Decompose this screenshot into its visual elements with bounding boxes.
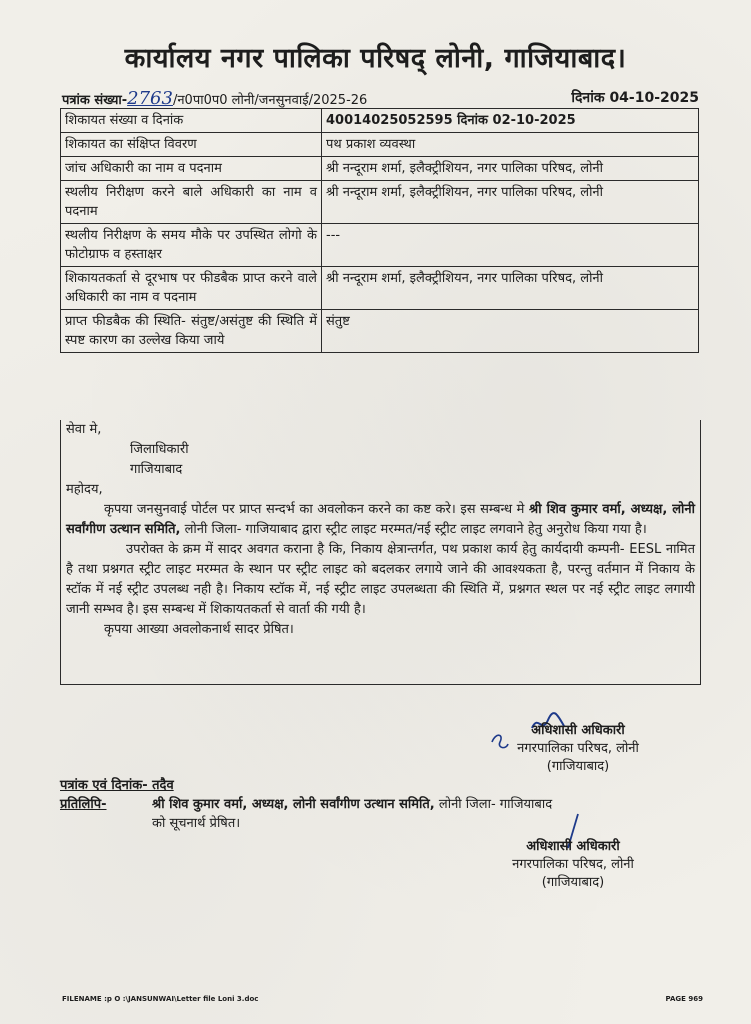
- copy-recipient-name: श्री शिव कुमार वर्मा, अध्यक्ष, लोनी सर्वांगीण उत्थान समिति,: [152, 797, 435, 812]
- complaint-details-table: [60, 108, 699, 353]
- table-value: श्री नन्दूराम शर्मा, इलैक्ट्रीशियन, नगर पालिका परिषद, लोनी: [322, 157, 699, 181]
- copy-recipient: [152, 795, 552, 814]
- table-row: [61, 133, 699, 157]
- table-key: स्थलीय निरीक्षण करने बाले अधिकारी का नाम व पदनाम: [61, 181, 322, 224]
- signatory-district: (गाजियाबाद): [546, 759, 610, 774]
- table-value: ---: [322, 224, 699, 267]
- paragraph-2: [66, 540, 695, 620]
- reference-number-line: [62, 88, 367, 109]
- paragraph-1: [66, 500, 695, 540]
- table-row: [61, 157, 699, 181]
- salutation: सेवा मे,: [66, 422, 102, 437]
- ref-suffix: /न0पा0प0 लोनी/जनसुनवाई/2025-26: [172, 93, 368, 108]
- copy-info-line: को सूचनार्थ प्रेषित।: [152, 816, 241, 831]
- table-value: 40014025052595 दिनांक 02-10-2025: [322, 109, 699, 133]
- table-key: शिकायत का संक्षिप्त विवरण: [61, 133, 322, 157]
- signatory-title: अधिशासी अधिकारी: [526, 839, 620, 854]
- table-row: [61, 310, 699, 353]
- signatory-office: नगरपालिका परिषद, लोनी: [517, 741, 639, 756]
- table-row: [61, 267, 699, 310]
- copy-reference-line: पत्रांक एवं दिनांक- तदैव: [60, 778, 174, 793]
- signature-block-2: [488, 838, 658, 892]
- addressee-line-1: जिलाधिकारी: [130, 442, 189, 457]
- letter-body: [60, 420, 701, 685]
- file-path: FILENAME :p O :\JANSUNWAI\Letter file Loni 3.doc: [62, 995, 259, 1003]
- para2-text: उपरोक्त के क्रम में सादर अवगत कराना है कि, निकाय क्षेत्रान्तर्गत, पथ प्रकाश कार्य हेतु कार्यदायी कम्पनी- EESL नामित है तथा प्रश्नगत स्ट्रीट लाइट मरम्मत के स्थान पर स्ट्रीट लाइट को बदलकर लगाये जाने की आवश्यकता है, परन्तु वर्तमान में निकाय के स्टॉक में नई स्ट्रीट उपलब्ध नही है। निकाय स्टॉक में, नई स्ट्रीट लाइट उपलब्धता की स्थिति में, प्रश्नगत स्थल पर नई स्ट्रीट लाइट लगायी जानी सम्भव है। इस सम्बन्ध में शिकायतकर्ता से वार्ता की गयी है।: [66, 542, 695, 617]
- table-key: प्राप्त फीडबैक की स्थिति- संतुष्ट/असंतुष्ट की स्थिति में स्पष्ट कारण का उल्लेख किया जाये: [61, 310, 322, 353]
- signatory-title: अधिशासी अधिकारी: [531, 723, 625, 738]
- signature-block-1: [498, 722, 658, 776]
- table-value: श्री नन्दूराम शर्मा, इलैक्ट्रीशियन, नगर पालिका परिषद, लोनी: [322, 267, 699, 310]
- office-title: कार्यालय नगर पालिका परिषद् लोनी, गाजियाबाद।: [124, 43, 627, 74]
- table-value: संतुष्ट: [322, 310, 699, 353]
- table-row: [61, 109, 699, 133]
- signatory-office: नगरपालिका परिषद, लोनी: [512, 857, 634, 872]
- table-key: शिकायत संख्या व दिनांक: [61, 109, 322, 133]
- handwritten-ref-number: 2763: [127, 88, 173, 109]
- copy-section: [60, 776, 710, 833]
- para1-rest: लोनी जिला- गाजियाबाद द्वारा स्ट्रीट लाइट मरम्मत/नई स्ट्रीट लाइट लगवाने हेतु अनुरोध किया गया है।: [180, 522, 647, 537]
- table-key: स्थलीय निरीक्षण के समय मौके पर उपस्थित लोगो के फोटोग्राफ व हस्ताक्षर: [61, 224, 322, 267]
- copy-recipient-place: लोनी जिला- गाजियाबाद: [434, 797, 553, 812]
- table-value: पथ प्रकाश व्यवस्था: [322, 133, 699, 157]
- table-value: श्री नन्दूराम शर्मा, इलैक्ट्रीशियन, नगर पालिका परिषद, लोनी: [322, 181, 699, 224]
- page-number: PAGE 969: [665, 995, 703, 1003]
- paragraph-3: कृपया आख्या अवलोकनार्थ सादर प्रेषित।: [104, 622, 294, 637]
- letter-date: दिनांक 04-10-2025: [571, 90, 699, 106]
- para1-complainant: श्री शिव कुमार वर्मा, अध्यक्ष, लोनी सर्वांगीण उत्थान समिति,: [66, 502, 695, 537]
- table-row: [61, 224, 699, 267]
- greeting: महोदय,: [66, 482, 103, 497]
- para1-intro: कृपया जनसुनवाई पोर्टल पर प्राप्त सन्दर्भ का अवलोकन करने का कष्ट करे। इस सम्बन्ध मे: [104, 502, 525, 517]
- table-row: [61, 181, 699, 224]
- copy-recipient-row: [60, 795, 710, 814]
- copy-label: प्रतिलिपि-: [60, 797, 107, 812]
- addressee-line-2: गाजियाबाद: [130, 462, 183, 477]
- table-key: शिकायतकर्ता से दूरभाष पर फीडबैक प्राप्त करने वाले अधिकारी का नाम व पदनाम: [61, 267, 322, 310]
- table-key: जांच अधिकारी का नाम व पदनाम: [61, 157, 322, 181]
- signatory-district: (गाजियाबाद): [541, 875, 605, 890]
- ref-label: पत्रांक संख्या-: [62, 93, 128, 108]
